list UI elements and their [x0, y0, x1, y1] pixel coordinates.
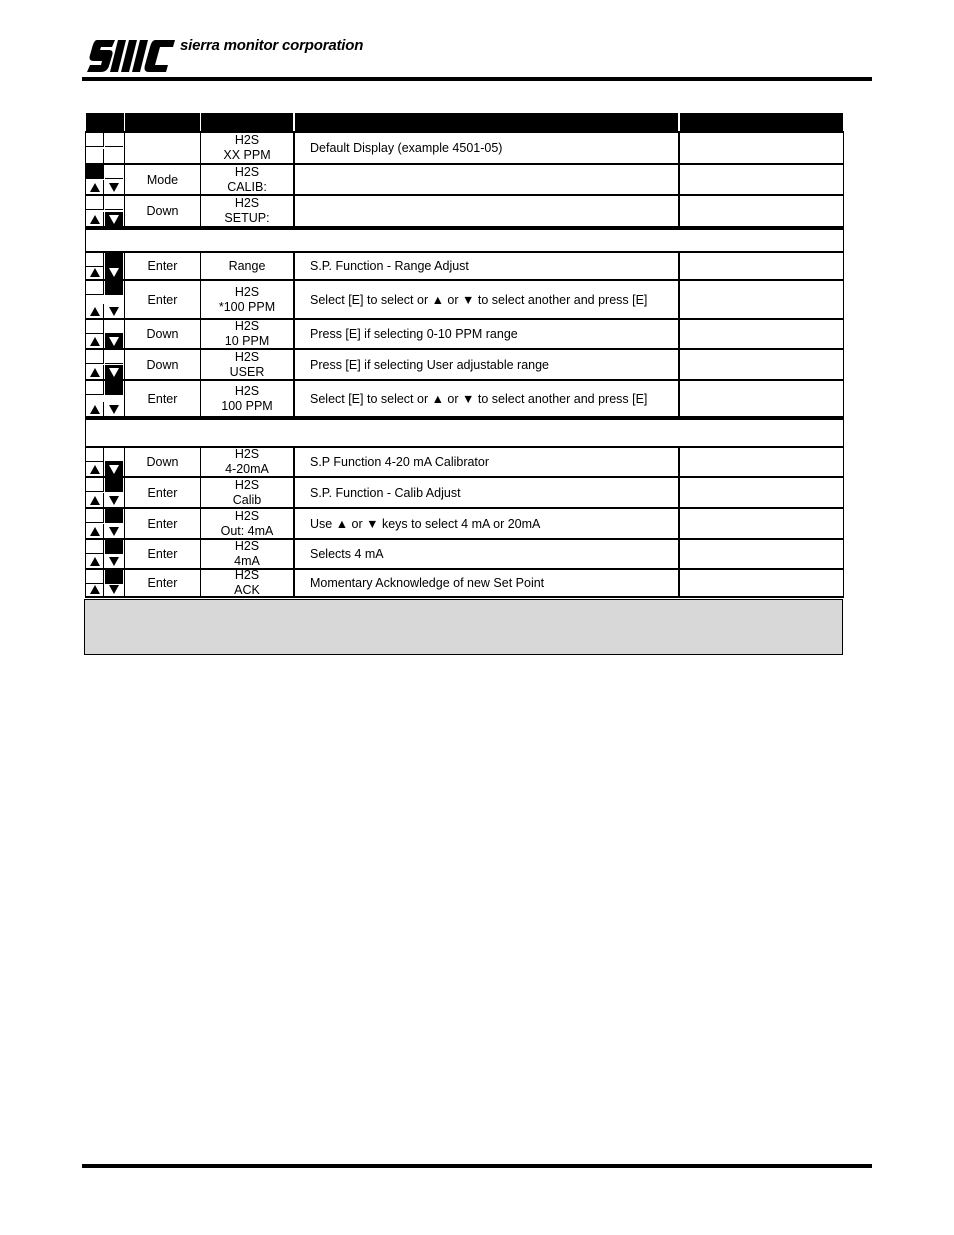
display-line: H2S [234, 133, 260, 147]
display-line: H2S [234, 447, 260, 461]
display-line: H2S [234, 319, 260, 333]
table-header-row [85, 113, 844, 133]
up-arrow-icon [90, 527, 100, 536]
led-bl [86, 265, 104, 279]
led-tr [105, 540, 123, 554]
description-cell [293, 165, 678, 194]
led-indicator-cell [85, 133, 124, 163]
display-cell [200, 165, 293, 194]
led-tr [105, 196, 123, 210]
key-cell: Enter [124, 478, 200, 507]
led-tr [105, 350, 123, 364]
led-tr [105, 478, 123, 492]
down-arrow-icon [109, 307, 119, 316]
led-tl [86, 196, 104, 210]
led-tl [86, 478, 104, 492]
table-row [85, 133, 844, 165]
led-bl [86, 462, 104, 476]
display-line: Range [228, 258, 266, 273]
led-tl [86, 540, 104, 554]
table-row [85, 253, 844, 281]
display-cell [200, 381, 293, 416]
key-cell: Enter [124, 253, 200, 279]
led-bl [86, 365, 104, 379]
description-cell: Selects 4 mA [293, 540, 678, 568]
led-bl [86, 304, 104, 318]
led-br [105, 212, 123, 226]
led-bl [86, 402, 104, 416]
display-line: H2S [234, 383, 260, 398]
section-cell [85, 228, 844, 251]
description-cell: Press [E] if selecting User adjustable range [293, 350, 678, 379]
led-tl [86, 350, 104, 364]
display-line: Calib [232, 492, 262, 507]
description-cell: Momentary Acknowledge of new Set Point [293, 570, 678, 596]
notes-cell [678, 350, 844, 379]
led-tl [86, 381, 104, 395]
led-br [105, 582, 123, 596]
down-arrow-icon [109, 496, 119, 505]
led-indicator-cell [85, 165, 124, 194]
led-br [105, 180, 123, 194]
led-indicator-cell [85, 350, 124, 379]
up-arrow-icon [90, 215, 100, 224]
display-line: 10 PPM [224, 334, 270, 348]
notes-cell [678, 570, 844, 596]
down-arrow-icon [109, 368, 119, 377]
description-cell: Press [E] if selecting 0-10 PPM range [293, 320, 678, 348]
footer-rule [82, 1164, 872, 1168]
table-row [85, 540, 844, 570]
led-br [105, 304, 123, 318]
display-line: Out: 4mA [220, 523, 274, 538]
description-cell [293, 196, 678, 226]
led-indicator-cell [85, 196, 124, 226]
table-row [85, 281, 844, 320]
display-line: USER [229, 364, 265, 379]
led-br [105, 365, 123, 379]
led-tr [105, 165, 123, 179]
led-indicator-cell [85, 320, 124, 348]
page-header [85, 38, 872, 82]
section-row [85, 418, 844, 448]
display-line: *100 PPM [218, 299, 276, 314]
display-line: H2S [234, 508, 260, 523]
led-br [105, 462, 123, 476]
down-arrow-icon [109, 585, 119, 594]
led-bl [86, 493, 104, 507]
table-row [85, 320, 844, 350]
key-cell: Enter [124, 540, 200, 568]
down-arrow-icon [109, 405, 119, 414]
display-cell [200, 350, 293, 379]
header-cell-notes [678, 113, 844, 131]
notes-cell [678, 478, 844, 507]
header-cell-key [124, 113, 200, 131]
display-line: H2S [234, 284, 260, 299]
display-line: H2S [234, 164, 260, 179]
down-arrow-icon [109, 465, 119, 474]
table-row [85, 350, 844, 381]
key-cell: Down [124, 196, 200, 226]
led-tr [105, 133, 123, 147]
display-line: H2S [234, 568, 260, 582]
key-cell: Mode [124, 165, 200, 194]
led-indicator-cell [85, 509, 124, 538]
description-cell: S.P. Function - Calib Adjust [293, 478, 678, 507]
up-arrow-icon [90, 268, 100, 277]
up-arrow-icon [90, 368, 100, 377]
display-line: CALIB: [227, 179, 267, 194]
down-arrow-icon [109, 183, 119, 192]
led-bl [86, 554, 104, 568]
display-line: XX PPM [223, 148, 271, 162]
display-line: 100 PPM [221, 398, 273, 413]
section-row [85, 228, 844, 253]
led-br [105, 402, 123, 416]
display-cell [200, 320, 293, 348]
up-arrow-icon [90, 337, 100, 346]
key-cell: Enter [124, 509, 200, 538]
description-cell: Use ▲ or ▼ keys to select 4 mA or 20mA [293, 509, 678, 538]
led-tl [86, 133, 104, 147]
key-cell: Down [124, 448, 200, 476]
display-cell [200, 253, 293, 279]
notes-cell [678, 320, 844, 348]
led-br [105, 149, 123, 163]
down-arrow-icon [109, 268, 119, 277]
table-row [85, 509, 844, 540]
note-box [84, 599, 843, 655]
notes-cell [678, 133, 844, 163]
notes-cell [678, 448, 844, 476]
company-name: sierra monitor corporation [180, 37, 364, 54]
display-cell [200, 133, 293, 163]
notes-cell [678, 509, 844, 538]
header-cell-display [200, 113, 293, 131]
display-cell [200, 478, 293, 507]
display-cell [200, 540, 293, 568]
display-line: ACK [234, 583, 260, 597]
description-cell: Default Display (example 4501-05) [293, 133, 678, 163]
down-arrow-icon [109, 557, 119, 566]
display-line: SETUP: [224, 211, 270, 225]
key-cell: Enter [124, 381, 200, 416]
led-tl [86, 509, 104, 523]
led-tl [86, 448, 104, 462]
notes-cell [678, 196, 844, 226]
up-arrow-icon [90, 557, 100, 566]
led-indicator-cell [85, 478, 124, 507]
led-indicator-cell [85, 253, 124, 279]
led-bl [86, 212, 104, 226]
up-arrow-icon [90, 465, 100, 474]
led-br [105, 524, 123, 538]
led-br [105, 554, 123, 568]
led-tr [105, 381, 123, 395]
up-arrow-icon [90, 307, 100, 316]
table-row [85, 196, 844, 228]
led-tl [86, 281, 104, 295]
led-tl [86, 165, 104, 179]
display-line: H2S [234, 349, 260, 364]
notes-cell [678, 540, 844, 568]
description-cell: S.P Function 4-20 mA Calibrator [293, 448, 678, 476]
led-indicator-cell [85, 281, 124, 318]
table-row [85, 478, 844, 509]
up-arrow-icon [90, 496, 100, 505]
led-br [105, 334, 123, 348]
led-bl [86, 524, 104, 538]
display-cell [200, 448, 293, 476]
section-cell [85, 418, 844, 446]
key-cell [124, 133, 200, 163]
notes-cell [678, 253, 844, 279]
header-cell-description [293, 113, 678, 131]
description-cell: Select [E] to select or ▲ or ▼ to select another and press [E] [293, 381, 678, 416]
table-row [85, 381, 844, 418]
display-line: 4-20mA [225, 462, 269, 476]
led-indicator-cell [85, 381, 124, 416]
display-line: H2S [234, 539, 260, 553]
table-row [85, 570, 844, 598]
down-arrow-icon [109, 527, 119, 536]
led-indicator-cell [85, 540, 124, 568]
notes-cell [678, 165, 844, 194]
key-cell: Enter [124, 570, 200, 596]
led-tr [105, 448, 123, 462]
led-tr [105, 509, 123, 523]
down-arrow-icon [109, 215, 119, 224]
up-arrow-icon [90, 405, 100, 414]
led-tr [105, 281, 123, 295]
down-arrow-icon [109, 337, 119, 346]
display-cell [200, 570, 293, 596]
display-cell [200, 509, 293, 538]
description-cell: Select [E] to select or ▲ or ▼ to select another and press [E] [293, 281, 678, 318]
display-line: H2S [234, 196, 260, 210]
led-bl [86, 334, 104, 348]
smc-logo-icon [85, 38, 177, 74]
display-line: H2S [234, 477, 260, 492]
up-arrow-icon [90, 183, 100, 192]
up-arrow-icon [90, 585, 100, 594]
led-bl [86, 180, 104, 194]
led-br [105, 265, 123, 279]
header-cell-led [85, 113, 124, 131]
header-rule [82, 77, 872, 81]
table-row [85, 448, 844, 478]
led-indicator-cell [85, 570, 124, 596]
display-line: 4mA [234, 554, 260, 568]
display-cell [200, 196, 293, 226]
notes-cell [678, 281, 844, 318]
table-row [85, 165, 844, 196]
led-indicator-cell [85, 448, 124, 476]
key-cell: Enter [124, 281, 200, 318]
led-tl [86, 320, 104, 334]
key-cell: Down [124, 350, 200, 379]
led-tr [105, 320, 123, 334]
led-br [105, 493, 123, 507]
display-cell [200, 281, 293, 318]
notes-cell [678, 381, 844, 416]
key-cell: Down [124, 320, 200, 348]
description-cell: S.P. Function - Range Adjust [293, 253, 678, 279]
led-bl [86, 582, 104, 596]
led-bl [86, 149, 104, 163]
